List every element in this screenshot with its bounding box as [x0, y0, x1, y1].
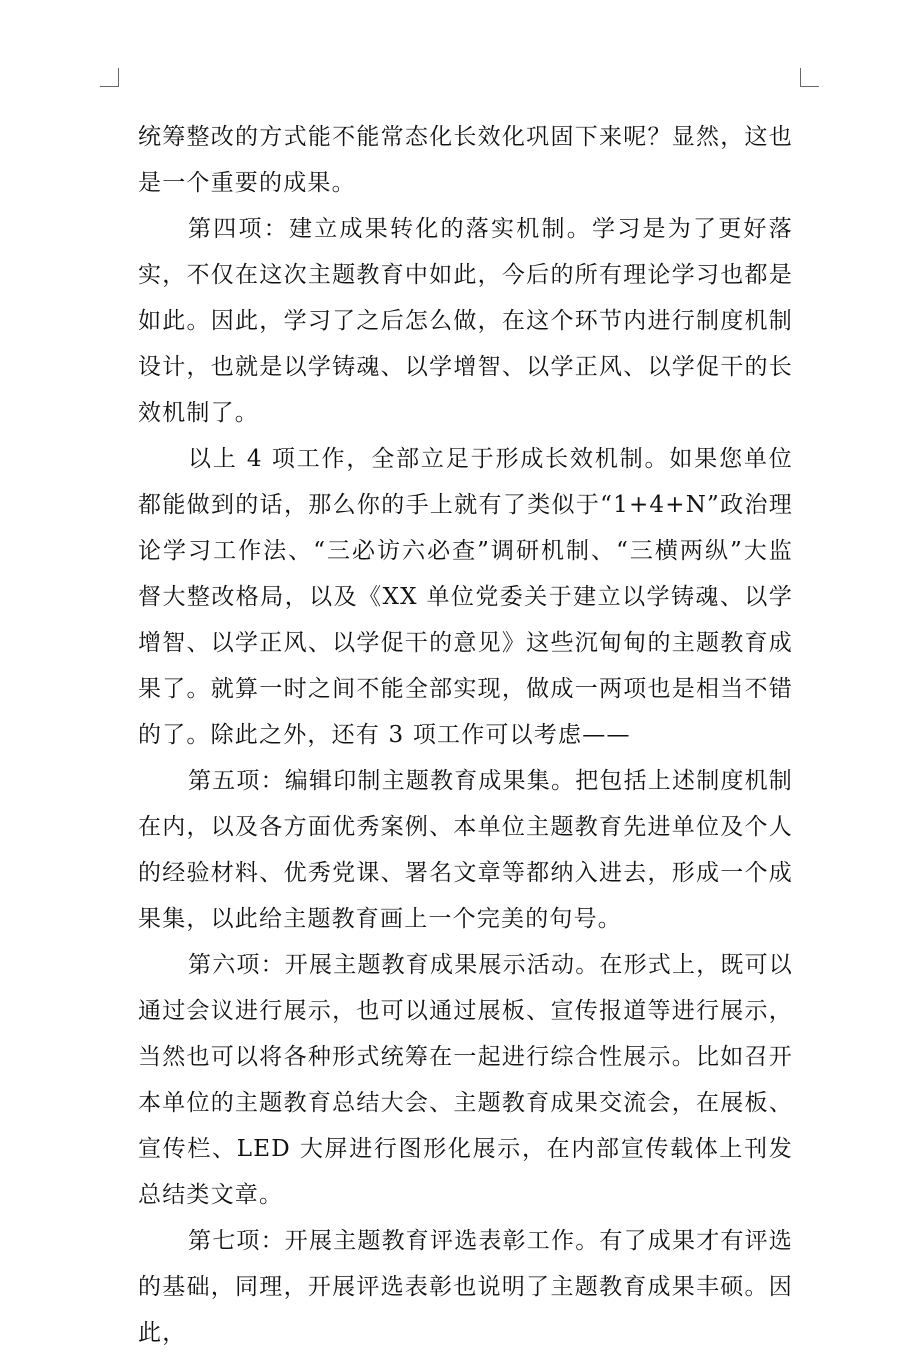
crop-mark-top-left	[100, 68, 119, 87]
document-body	[138, 114, 793, 1356]
crop-mark-top-right	[800, 68, 819, 87]
paragraph-item-four: 第四项：建立成果转化的落实机制。学习是为了更好落实，不仅在这次主题教育中如此，今后的所有理论学习也都是如此。因此，学习了之后怎么做，在这个环节内进行制度机制设计，也就是以学铸魂、以学增智、以学正风、以学促干的长效机制了。	[138, 216, 793, 426]
paragraph-item-six: 第六项：开展主题教育成果展示活动。在形式上，既可以通过会议进行展示，也可以通过展板、宣传报道等进行展示，当然也可以将各种形式统筹在一起进行综合性展示。比如召开本单位的主题教育总结大会、主题教育成果交流会，在展板、宣传栏、LED 大屏进行图形化展示，在内部宣传载体上刊发总结类文章。	[138, 952, 793, 1208]
paragraph-summary: 以上 4 项工作，全部立足于形成长效机制。如果您单位都能做到的话，那么你的手上就有了类似于“1+4+N”政治理论学习工作法、“三必访六必查”调研机制、“三横两纵”大监督大整改格局，以及《XX 单位党委关于建立以学铸魂、以学增智、以学正风、以学促干的意见》这些沉甸甸的主题教育成果了。就算一时之间不能全部实现，做成一两项也是相当不错的了。除此之外，还有 3 项工作可以考虑——	[138, 446, 793, 748]
paragraph-continuation: 统筹整改的方式能不能常态化长效化巩固下来呢？显然，这也是一个重要的成果。	[138, 124, 793, 196]
paragraph-item-five: 第五项：编辑印制主题教育成果集。把包括上述制度机制在内，以及各方面优秀案例、本单位主题教育先进单位及个人的经验材料、优秀党课、署名文章等都纳入进去，形成一个成果集，以此给主题教育画上一个完美的句号。	[138, 768, 793, 932]
paragraph-item-seven: 第七项：开展主题教育评选表彰工作。有了成果才有评选的基础，同理，开展评选表彰也说明了主题教育成果丰硕。因此，	[138, 1228, 793, 1346]
